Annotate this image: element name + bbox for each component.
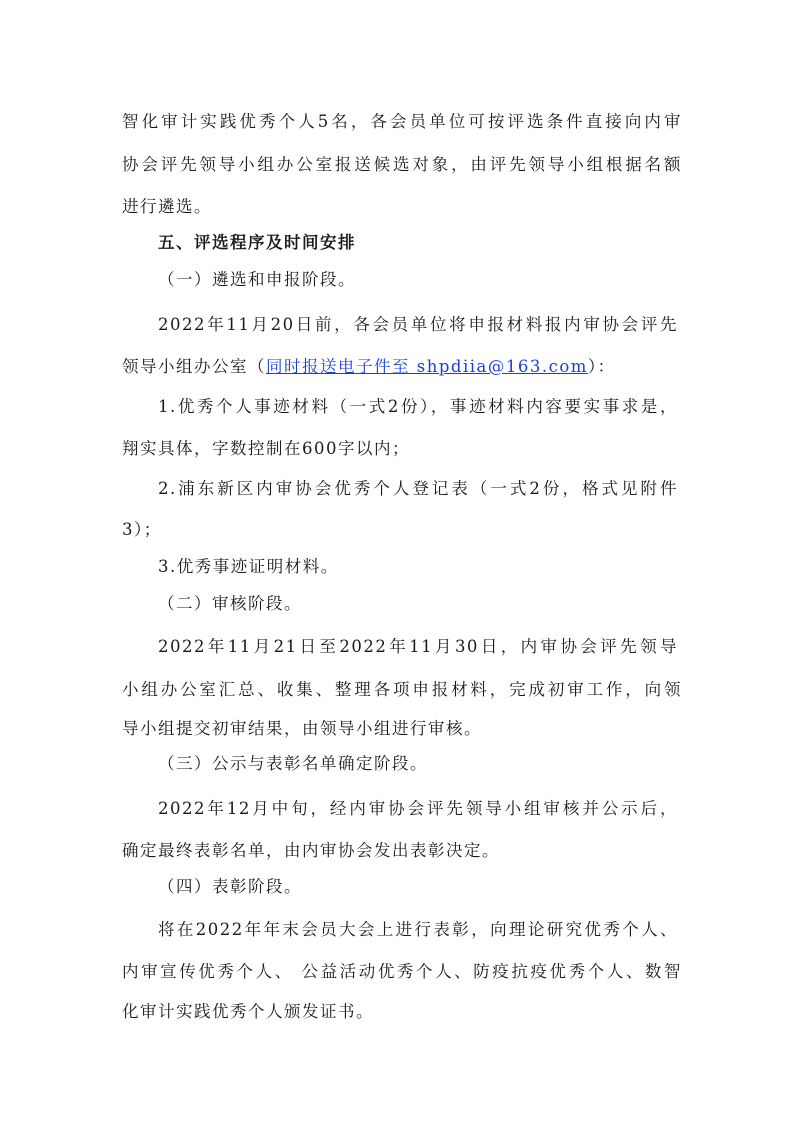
intro-line-1: 智化审计实践优秀个人5名，各会员单位可按评选条件直接向内审 [122,112,682,131]
stage4-line-2: 内审宣传优秀个人、 公益活动优秀个人、防疫抗疫优秀个人、数智 [122,962,682,981]
stage1-para-suffix: ）： [587,357,616,376]
stage3-title: （三）公示与表彰名单确定阶段。 [158,754,428,773]
stage1-item-1-line-2: 翔实具体，字数控制在600字以内； [122,439,410,458]
stage3-line-2: 确定最终表彰名单，由内审协会发出表彰决定。 [122,841,500,860]
stage2-line-3: 导小组提交初审结果，由领导小组进行审核。 [122,719,482,738]
stage2-line-1: 2022年11月21日至2022年11月30日，内审协会评先领导 [158,637,678,656]
email-link[interactable]: 同时报送电子件至 shpdiia@163.com [266,357,588,376]
stage3-line-1: 2022年12月中旬，经内审协会评先领导小组审核并公示后， [158,799,678,818]
stage1-item-2-line-1: 2.浦东新区内审协会优秀个人登记表（一式2份，格式见附件 [158,479,678,498]
section-heading: 五、评选程序及时间安排 [158,233,356,252]
stage1-item-1-line-1: 1.优秀个人事迹材料（一式2份），事迹材料内容要实事求是， [158,397,678,416]
intro-line-3: 进行遴选。 [122,197,212,216]
stage1-item-3: 3.优秀事迹证明材料。 [158,557,339,576]
stage4-title: （四）表彰阶段。 [158,877,302,896]
stage1-item-2-line-2: 3）； [122,520,162,539]
stage1-para-line-2 [122,357,682,377]
intro-line-2: 协会评先领导小组办公室报送候选对象，由评先领导小组根据名额 [122,155,682,174]
stage1-title: （一）遴选和申报阶段。 [158,270,356,289]
stage1-para-line-1: 2022年11月20日前，各会员单位将申报材料报内审协会评先 [158,315,678,334]
stage2-line-2: 小组办公室汇总、收集、整理各项申报材料，完成初审工作，向领 [122,680,682,699]
stage1-para-prefix: 领导小组办公室（ [122,357,266,376]
stage2-title: （二）审核阶段。 [158,594,302,613]
stage4-line-1: 将在2022年年末会员大会上进行表彰，向理论研究优秀个人、 [158,920,678,939]
stage4-line-3: 化审计实践优秀个人颁发证书。 [122,1002,374,1021]
